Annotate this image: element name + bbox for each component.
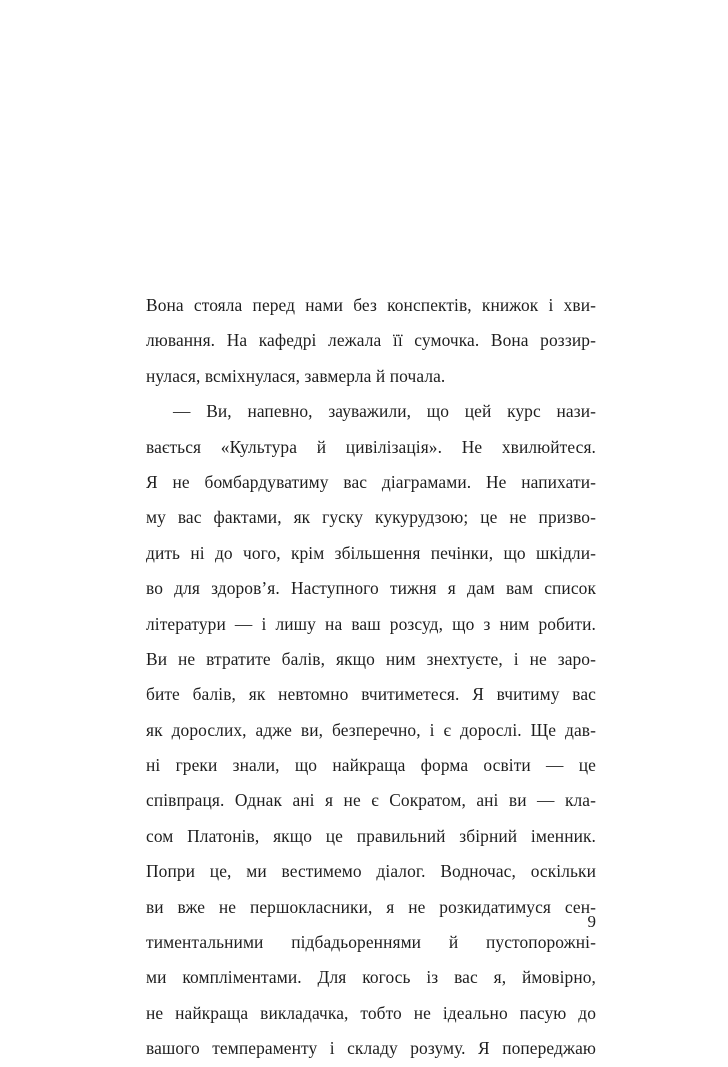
text-line: дить ні до чого, крім збільшення печінки, що шкідли- <box>146 542 596 563</box>
text-line: ні греки знали, що найкраща форма освіти — це <box>146 755 596 776</box>
text-line: Ви не втратите балів, якщо ним знехтуєте, і не заро- <box>146 648 596 669</box>
page-number: 9 <box>587 912 596 931</box>
text-line: бите балів, як невтомно вчитиметеся. Я вчитиму вас <box>146 684 596 705</box>
text-line: му вас фактами, як гуску кукурудзою; це не призво- <box>146 507 596 528</box>
text-line: ви вже не першокласники, я не розкидатимуся сен- <box>146 896 596 917</box>
text-line: сом Платонів, якщо це правильний збірний іменник. <box>146 825 596 846</box>
text-line: вається «Культура й цивілізація». Не хвилюйтеся. <box>146 436 596 457</box>
text-line: Я не бомбардуватиму вас діаграмами. Не напихати- <box>146 471 596 492</box>
text-line: ми компліментами. Для когось із вас я, ймовірно, <box>146 967 596 988</box>
text-line: нулася, всміхнулася, завмерла й почала. <box>146 365 446 386</box>
text-line: літератури — і лишу на ваш розсуд, що з ним робити. <box>146 613 596 634</box>
text-line: як дорослих, адже ви, безперечно, і є дорослі. Ще дав- <box>146 719 596 740</box>
text-line: Вона стояла перед нами без конспектів, книжок і хви- <box>146 295 596 315</box>
text-line: тиментальними підбадьореннями й пустопорожні- <box>146 932 596 953</box>
text-line: во для здоров’я. Наступного тижня я дам вам список <box>146 578 596 599</box>
text-line: не найкраща викладачка, тобто не ідеально пасую до <box>146 1002 596 1023</box>
text-line: співпраця. Однак ані я не є Сократом, ані ви — кла- <box>146 790 596 811</box>
text-line: лювання. На кафедрі лежала її сумочка. Вона роззир- <box>146 330 596 351</box>
body-text <box>146 288 596 1067</box>
text-line: Попри це, ми вестимемо діалог. Водночас, оскільки <box>146 861 596 882</box>
text-line: — Ви, напевно, зауважили, що цей курс нази- <box>173 401 596 422</box>
text-line: вашого темпераменту і складу розуму. Я попереджаю <box>146 1038 596 1059</box>
